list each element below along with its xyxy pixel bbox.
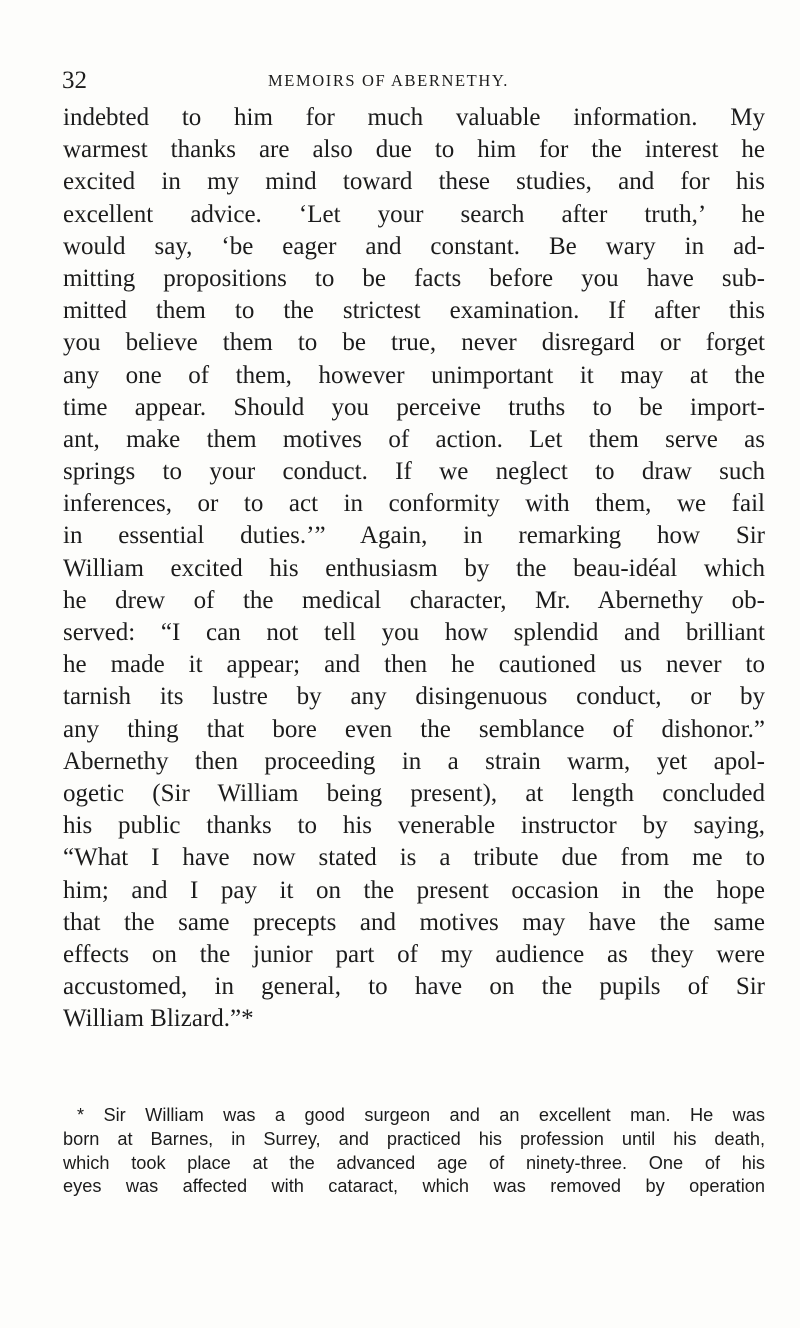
body-line: “What I have now stated is a tribute due from me to: [63, 844, 765, 872]
body-text: [63, 102, 765, 1035]
body-line: springs to your conduct. If we neglect to draw such: [63, 458, 765, 486]
footnote-line: eyes was affected with cataract, which was removed by operation: [63, 1176, 765, 1197]
body-line: he made it appear; and then he cautioned us never to: [63, 651, 765, 679]
body-line: his public thanks to his venerable instructor by saying,: [63, 812, 765, 840]
body-line: that the same precepts and motives may have the same: [63, 908, 765, 936]
body-line: inferences, or to act in conformity with them, we fail: [63, 490, 765, 518]
body-line: warmest thanks are also due to him for the interest he: [63, 136, 765, 164]
page-number: 32: [62, 67, 87, 94]
body-line: effects on the junior part of my audience as they were: [63, 940, 765, 968]
body-line: Abernethy then proceeding in a strain warm, yet apol-: [63, 747, 765, 775]
body-line: in essential duties.’” Again, in remarking how Sir: [63, 522, 765, 550]
body-line: William excited his enthusiasm by the beau-idéal which: [63, 554, 765, 582]
body-line: would say, ‘be eager and constant. Be wary in ad-: [63, 232, 765, 260]
running-head: MEMOIRS OF ABERNETHY.: [268, 71, 509, 90]
body-line: ogetic (Sir William being present), at length concluded: [63, 779, 765, 807]
body-line: him; and I pay it on the present occasion in the hope: [63, 876, 765, 904]
body-line: accustomed, in general, to have on the pupils of Sir: [63, 973, 765, 1001]
footnote: [63, 1104, 765, 1199]
body-line: time appear. Should you perceive truths to be import-: [63, 393, 765, 421]
footnote-line: which took place at the advanced age of ninety-three. One of his: [63, 1152, 765, 1173]
footnote-line: born at Barnes, in Surrey, and practiced his profession until his death,: [63, 1128, 765, 1149]
body-line: any one of them, however unimportant it may at the: [63, 361, 765, 389]
body-line: tarnish its lustre by any disingenuous conduct, or by: [63, 683, 765, 711]
body-line: mitted them to the strictest examination. If after this: [63, 297, 765, 325]
body-line: excellent advice. ‘Let your search after truth,’ he: [63, 200, 765, 228]
body-line: ant, make them motives of action. Let them serve as: [63, 425, 765, 453]
footnote-line: * Sir William was a good surgeon and an excellent man. He was: [77, 1105, 765, 1125]
page-header: [62, 66, 762, 96]
body-line: excited in my mind toward these studies, and for his: [63, 168, 765, 196]
body-line: indebted to him for much valuable information. My: [63, 104, 765, 131]
body-line: he drew of the medical character, Mr. Abernethy ob-: [63, 586, 765, 614]
body-line: mitting propositions to be facts before you have sub-: [63, 264, 765, 292]
body-line: William Blizard.”*: [63, 1005, 254, 1033]
body-line: any thing that bore even the semblance of dishonor.”: [63, 715, 765, 743]
body-line: you believe them to be true, never disregard or forget: [63, 329, 765, 357]
body-line: served: “I can not tell you how splendid and brilliant: [63, 619, 765, 646]
